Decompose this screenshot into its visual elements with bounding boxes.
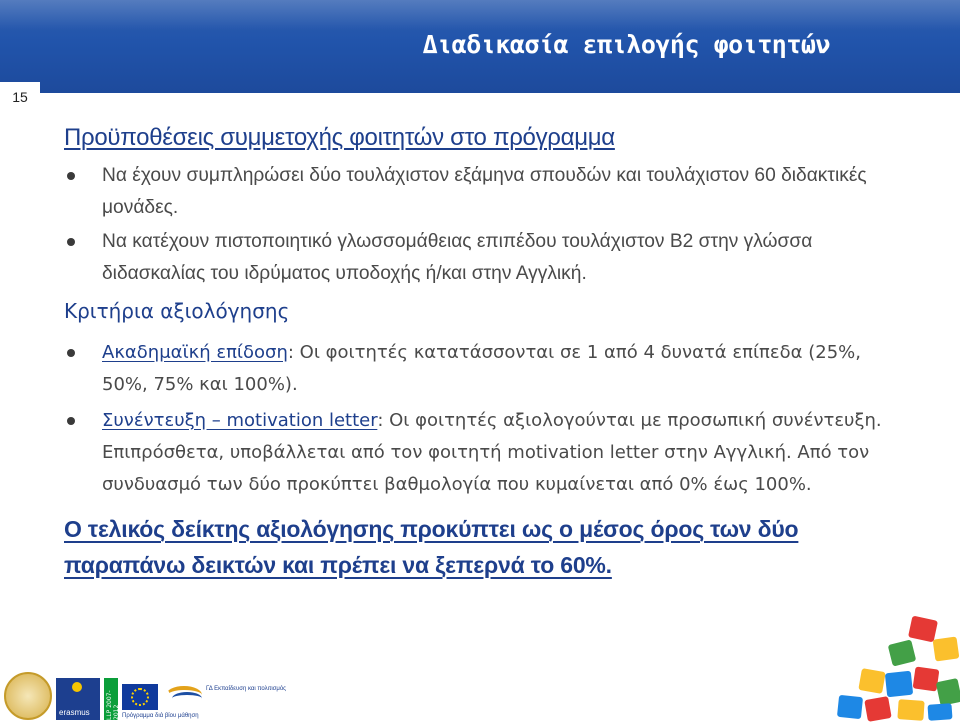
lifelong-learning-logo (166, 682, 287, 712)
program-text: ΓΔ Εκπαίδευση και πολιτισμός (206, 686, 287, 692)
eu-flag-icon (122, 684, 158, 710)
list-item (64, 160, 904, 223)
llp-label: LLP 2007-2012 (106, 690, 120, 720)
swoosh-icon (172, 692, 202, 705)
bullet-icon (67, 349, 75, 357)
puzzle-piece-icon (908, 616, 938, 643)
title-bar-sheen (0, 0, 960, 30)
university-seal-logo (4, 672, 52, 720)
bullet-icon (67, 417, 75, 425)
puzzle-piece-icon (913, 666, 940, 691)
list-item (64, 405, 904, 501)
puzzle-piece-icon (927, 703, 952, 721)
erasmus-label: erasmus (59, 708, 90, 717)
puzzle-piece-icon (897, 699, 924, 721)
title-bar (0, 0, 960, 93)
criteria-bullet-list (64, 337, 904, 501)
logo-strip (0, 660, 287, 720)
puzzle-piece-icon (933, 636, 960, 661)
puzzle-piece-icon (888, 639, 917, 666)
criterion-text: : Οι φοιτητές αξιολογούνται με προσωπική συνέντευξη. Επιπρόσθετα, υποβάλλεται από τον φοιτητή motivation letter στην Αγγλική. Από τον συνδυασμό των δύο προκύπτει βαθμολογία που κυμαίνεται από 0% έως 100%. (102, 410, 882, 495)
puzzle-piece-icon (885, 671, 913, 698)
puzzle-piece-icon (858, 668, 885, 694)
participation-bullet-list (64, 160, 904, 289)
list-item (64, 337, 904, 401)
puzzle-piece-icon (837, 695, 863, 719)
bullet-text: Να έχουν συμπληρώσει δύο τουλάχιστον εξάμηνα σπουδών και τουλάχιστον 60 διδακτικές μονάδες. (102, 165, 867, 218)
criterion-label: Ακαδημαϊκή επίδοση (102, 342, 288, 363)
puzzle-piece-icon (936, 678, 960, 706)
conclusion-text: Ο τελικός δείκτης αξιολόγησης προκύπτει ως ο μέσος όρος των δύο παραπάνω δεικτών και πρέπει να ξεπερνά το 60%. (64, 516, 799, 578)
criterion-label: Συνέντευξη – motivation letter (102, 410, 378, 431)
puzzle-decoration (830, 610, 960, 720)
page-number: 15 (0, 82, 40, 112)
puzzle-piece-icon (864, 696, 891, 722)
star-icon (72, 682, 82, 692)
bullet-text: Να κατέχουν πιστοποιητικό γλωσσομάθειας επιπέδου τουλάχιστον Β2 στην γλώσσα διδασκαλίας του ιδρύματος υποδοχής ή/και στην Αγγλική. (102, 231, 813, 284)
bullet-icon (67, 172, 75, 180)
slide-title: Διαδικασία επιλογής φοιτητών (422, 30, 830, 59)
criterion-text: : Οι φοιτητές κατατάσσονται σε 1 από 4 δυνατά επίπεδα (25%, 50%, 75% και 100%). (102, 342, 861, 395)
llp-badge (104, 678, 118, 720)
slide-content (64, 124, 904, 583)
list-item (64, 226, 904, 289)
section-heading-participation: Προϋποθέσεις συμμετοχής φοιτητών στο πρόγραμμα (64, 124, 615, 151)
erasmus-logo (56, 678, 100, 720)
bullet-icon (67, 238, 75, 246)
program-caption: Πρόγραμμα διά βίου μάθηση (122, 713, 199, 719)
eu-stars-ring (131, 688, 149, 706)
section-heading-criteria: Κριτήρια αξιολόγησης (64, 299, 290, 323)
